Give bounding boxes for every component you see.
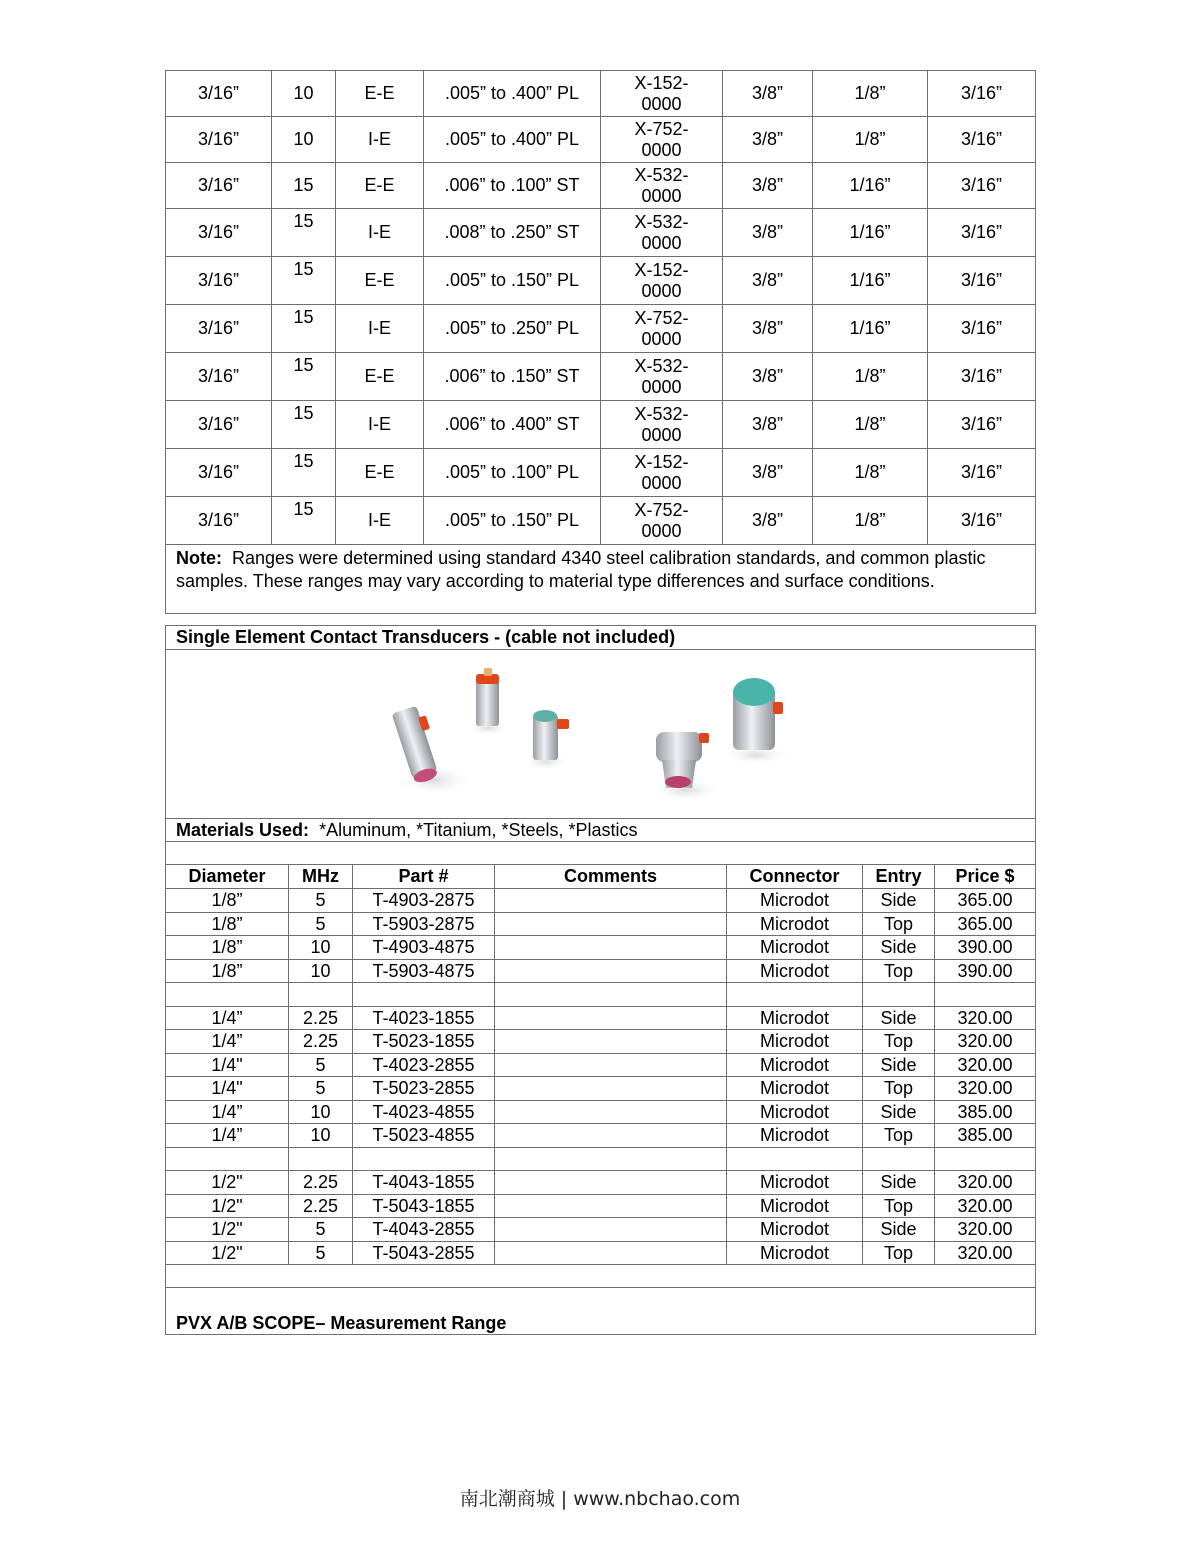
price-cell: 385.00 <box>935 1100 1036 1124</box>
part-cell: T-5043-2855 <box>353 1241 495 1265</box>
empty-cell <box>727 983 863 1007</box>
entry-cell: Top <box>863 1241 935 1265</box>
size-cell: 3/8” <box>723 117 813 163</box>
mhz-cell: 10 <box>289 936 353 960</box>
header-price: Price $ <box>935 865 1036 889</box>
range-cell: .005” to .250” PL <box>424 305 601 353</box>
part-cell <box>601 209 723 257</box>
diameter-cell: 1/2" <box>166 1194 289 1218</box>
range-cell: .005” to .400” PL <box>424 71 601 117</box>
comments-cell <box>495 889 727 913</box>
price-cell: 320.00 <box>935 1194 1036 1218</box>
connector-cell: Microdot <box>727 1218 863 1242</box>
comments-cell <box>495 1030 727 1054</box>
mhz-cell: 15 <box>272 353 336 401</box>
part-cell: T-5023-1855 <box>353 1030 495 1054</box>
size-cell: 3/16” <box>928 71 1036 117</box>
mhz-cell: 5 <box>289 1053 353 1077</box>
size-cell: 3/16” <box>928 257 1036 305</box>
header-entry: Entry <box>863 865 935 889</box>
diameter-cell: 1/4” <box>166 1124 289 1148</box>
table-row <box>166 401 1036 449</box>
table-row <box>166 1124 1036 1148</box>
site-footer-watermark: 南北潮商城 | www.nbchao.com <box>459 1488 741 1510</box>
connector-cell: Microdot <box>727 912 863 936</box>
size-cell: 1/8” <box>813 117 928 163</box>
diameter-cell: 3/16” <box>166 163 272 209</box>
mhz-cell: 10 <box>272 117 336 163</box>
price-cell: 320.00 <box>935 1006 1036 1030</box>
comments-cell <box>495 1171 727 1195</box>
diameter-cell: 1/8” <box>166 936 289 960</box>
size-cell: 1/8” <box>813 71 928 117</box>
comments-cell <box>495 1100 727 1124</box>
empty-cell <box>289 983 353 1007</box>
mhz-cell: 15 <box>272 257 336 305</box>
table-row <box>166 1006 1036 1030</box>
part-cell: T-5023-2855 <box>353 1077 495 1101</box>
size-cell: 3/16” <box>928 401 1036 449</box>
empty-separator-row <box>166 1147 1036 1171</box>
part-cell: T-5903-2875 <box>353 912 495 936</box>
part-cell <box>601 117 723 163</box>
range-cell: .005” to .100” PL <box>424 449 601 497</box>
range-cell: .006” to .100” ST <box>424 163 601 209</box>
column-header-row <box>166 865 1036 889</box>
size-cell: 3/8” <box>723 71 813 117</box>
header-part: Part # <box>353 865 495 889</box>
part-number-line2: 0000 <box>641 376 682 397</box>
price-cell: 320.00 <box>935 1241 1036 1265</box>
comments-cell <box>495 959 727 983</box>
diameter-cell: 1/4" <box>166 1077 289 1101</box>
table-row <box>166 1053 1036 1077</box>
entry-cell: Side <box>863 1218 935 1242</box>
part-cell: T-4023-2855 <box>353 1053 495 1077</box>
table-row <box>166 1077 1036 1101</box>
part-number-line2: 0000 <box>641 328 682 349</box>
empty-cell <box>166 983 289 1007</box>
size-cell: 3/16” <box>928 117 1036 163</box>
table-row <box>166 936 1036 960</box>
entry-cell: Side <box>863 1171 935 1195</box>
range-cell: .005” to .150” PL <box>424 257 601 305</box>
size-cell: 3/8” <box>723 163 813 209</box>
connector-cell: Microdot <box>727 1006 863 1030</box>
part-number-line1: X-532- <box>634 164 689 185</box>
comments-cell <box>495 1006 727 1030</box>
connector-cell: Microdot <box>727 1030 863 1054</box>
part-cell: T-5043-1855 <box>353 1194 495 1218</box>
part-number-line1: X-532- <box>634 403 689 424</box>
table-row <box>166 71 1036 117</box>
table-row <box>166 1171 1036 1195</box>
diameter-cell: 1/2" <box>166 1241 289 1265</box>
diameter-cell: 1/4” <box>166 1030 289 1054</box>
table-row <box>166 305 1036 353</box>
table-row <box>166 163 1036 209</box>
price-cell: 320.00 <box>935 1030 1036 1054</box>
part-cell <box>601 163 723 209</box>
table-row <box>166 912 1036 936</box>
mhz-cell: 5 <box>289 1077 353 1101</box>
connector-cell: Microdot <box>727 1194 863 1218</box>
spacer-row <box>166 1265 1036 1288</box>
part-number-line2: 0000 <box>641 472 682 493</box>
empty-cell <box>935 983 1036 1007</box>
part-number-line1: X-532- <box>634 211 689 232</box>
type-cell: E-E <box>336 163 424 209</box>
entry-cell: Side <box>863 889 935 913</box>
type-cell: E-E <box>336 353 424 401</box>
part-cell: T-4043-2855 <box>353 1218 495 1242</box>
diameter-cell: 1/8” <box>166 959 289 983</box>
size-cell: 3/16” <box>928 209 1036 257</box>
part-number-line2: 0000 <box>641 232 682 253</box>
connector-cell: Microdot <box>727 1124 863 1148</box>
part-number-line1: X-152- <box>634 451 689 472</box>
comments-cell <box>495 1053 727 1077</box>
diameter-cell: 1/2" <box>166 1218 289 1242</box>
empty-cell <box>289 1147 353 1171</box>
size-cell: 3/8” <box>723 497 813 545</box>
mhz-cell: 5 <box>289 1241 353 1265</box>
size-cell: 3/16” <box>928 497 1036 545</box>
entry-cell: Top <box>863 1077 935 1101</box>
transducers-image-icon <box>166 650 1034 818</box>
empty-cell <box>495 983 727 1007</box>
price-cell: 320.00 <box>935 1077 1036 1101</box>
header-diameter: Diameter <box>166 865 289 889</box>
transducers-photo <box>166 650 1035 818</box>
type-cell: E-E <box>336 257 424 305</box>
price-cell: 365.00 <box>935 912 1036 936</box>
diameter-cell: 3/16” <box>166 117 272 163</box>
mhz-cell: 10 <box>289 959 353 983</box>
entry-cell: Top <box>863 1030 935 1054</box>
part-cell <box>601 305 723 353</box>
header-comments: Comments <box>495 865 727 889</box>
part-number-line2: 0000 <box>641 520 682 541</box>
part-number-line2: 0000 <box>641 185 682 206</box>
type-cell: I-E <box>336 497 424 545</box>
part-number-line1: X-752- <box>634 307 689 328</box>
size-cell: 3/16” <box>928 353 1036 401</box>
part-number-line2: 0000 <box>641 93 682 114</box>
table-row <box>166 1194 1036 1218</box>
size-cell: 1/16” <box>813 305 928 353</box>
table-row <box>166 117 1036 163</box>
table-row <box>166 497 1036 545</box>
size-cell: 3/16” <box>928 163 1036 209</box>
mhz-cell: 2.25 <box>289 1006 353 1030</box>
mhz-cell: 5 <box>289 889 353 913</box>
diameter-cell: 3/16” <box>166 449 272 497</box>
price-cell: 390.00 <box>935 959 1036 983</box>
size-cell: 3/8” <box>723 209 813 257</box>
diameter-cell: 1/8” <box>166 912 289 936</box>
connector-cell: Microdot <box>727 1053 863 1077</box>
table-row <box>166 1030 1036 1054</box>
part-cell: T-4023-1855 <box>353 1006 495 1030</box>
diameter-cell: 3/16” <box>166 71 272 117</box>
diameter-cell: 1/8” <box>166 889 289 913</box>
diameter-cell: 1/4” <box>166 1006 289 1030</box>
part-cell: T-4023-4855 <box>353 1100 495 1124</box>
price-cell: 385.00 <box>935 1124 1036 1148</box>
comments-cell <box>495 1194 727 1218</box>
diameter-cell: 3/16” <box>166 209 272 257</box>
part-number-line1: X-752- <box>634 499 689 520</box>
section-title: Single Element Contact Transducers - (cable not included) <box>166 626 1036 650</box>
part-cell <box>601 497 723 545</box>
part-cell: T-4043-1855 <box>353 1171 495 1195</box>
part-number-line2: 0000 <box>641 139 682 160</box>
mhz-cell: 15 <box>272 209 336 257</box>
note-text: Ranges were determined using standard 4340 steel calibration standards, and common plastic samples. These ranges may vary according to material type differences and surface conditions. <box>176 548 986 591</box>
table-row <box>166 353 1036 401</box>
part-number-line2: 0000 <box>641 280 682 301</box>
connector-cell: Microdot <box>727 1241 863 1265</box>
connector-cell: Microdot <box>727 959 863 983</box>
entry-cell: Top <box>863 912 935 936</box>
empty-cell <box>353 983 495 1007</box>
part-number-line1: X-532- <box>634 355 689 376</box>
type-cell: I-E <box>336 117 424 163</box>
part-number-line1: X-152- <box>634 259 689 280</box>
range-cell: .006” to .150” ST <box>424 353 601 401</box>
part-cell <box>601 257 723 305</box>
part-cell <box>601 401 723 449</box>
materials-used <box>166 819 1036 842</box>
part-number-line1: X-152- <box>634 72 689 93</box>
empty-cell <box>495 1147 727 1171</box>
diameter-cell: 3/16” <box>166 305 272 353</box>
comments-cell <box>495 1124 727 1148</box>
entry-cell: Top <box>863 959 935 983</box>
range-cell: .006” to .400” ST <box>424 401 601 449</box>
type-cell: I-E <box>336 305 424 353</box>
size-cell: 1/16” <box>813 257 928 305</box>
product-photo-cell <box>166 650 1036 819</box>
entry-cell: Side <box>863 936 935 960</box>
part-cell: T-5023-4855 <box>353 1124 495 1148</box>
size-cell: 1/8” <box>813 401 928 449</box>
entry-cell: Side <box>863 1100 935 1124</box>
part-cell <box>601 449 723 497</box>
size-cell: 1/8” <box>813 497 928 545</box>
part-number-line1: X-752- <box>634 118 689 139</box>
size-cell: 3/8” <box>723 353 813 401</box>
diameter-cell: 1/4” <box>166 1100 289 1124</box>
empty-cell <box>727 1147 863 1171</box>
empty-cell <box>863 983 935 1007</box>
connector-cell: Microdot <box>727 1100 863 1124</box>
empty-cell <box>353 1147 495 1171</box>
part-cell <box>601 71 723 117</box>
table-row <box>166 889 1036 913</box>
diameter-cell: 3/16” <box>166 257 272 305</box>
table-row <box>166 959 1036 983</box>
range-cell: .005” to .150” PL <box>424 497 601 545</box>
mhz-cell: 10 <box>272 71 336 117</box>
connector-cell: Microdot <box>727 936 863 960</box>
entry-cell: Side <box>863 1006 935 1030</box>
comments-cell <box>495 1218 727 1242</box>
entry-cell: Top <box>863 1124 935 1148</box>
mhz-cell: 2.25 <box>289 1194 353 1218</box>
table-row <box>166 209 1036 257</box>
table-row <box>166 449 1036 497</box>
connector-cell: Microdot <box>727 889 863 913</box>
empty-cell <box>863 1147 935 1171</box>
measurement-range-table <box>165 70 1036 614</box>
price-cell: 390.00 <box>935 936 1036 960</box>
size-cell: 3/8” <box>723 449 813 497</box>
table-row <box>166 257 1036 305</box>
single-element-transducer-table <box>165 625 1036 1335</box>
price-cell: 320.00 <box>935 1218 1036 1242</box>
mhz-cell: 5 <box>289 1218 353 1242</box>
price-cell: 320.00 <box>935 1053 1036 1077</box>
connector-cell: Microdot <box>727 1077 863 1101</box>
mhz-cell: 5 <box>289 912 353 936</box>
empty-cell <box>166 1147 289 1171</box>
diameter-cell: 3/16” <box>166 401 272 449</box>
connector-cell: Microdot <box>727 1171 863 1195</box>
mhz-cell: 2.25 <box>289 1171 353 1195</box>
entry-cell: Side <box>863 1053 935 1077</box>
mhz-cell: 15 <box>272 497 336 545</box>
part-cell <box>601 353 723 401</box>
range-cell: .005” to .400” PL <box>424 117 601 163</box>
mhz-cell: 15 <box>272 163 336 209</box>
materials-text: *Aluminum, *Titanium, *Steels, *Plastics <box>319 819 638 840</box>
type-cell: E-E <box>336 449 424 497</box>
size-cell: 1/16” <box>813 209 928 257</box>
entry-cell: Top <box>863 1194 935 1218</box>
mhz-cell: 10 <box>289 1100 353 1124</box>
mhz-cell: 10 <box>289 1124 353 1148</box>
size-cell: 1/8” <box>813 353 928 401</box>
materials-label: Materials Used: <box>176 819 310 840</box>
mhz-cell: 15 <box>272 305 336 353</box>
note-label: Note: <box>176 548 222 568</box>
size-cell: 3/16” <box>928 449 1036 497</box>
size-cell: 3/8” <box>723 401 813 449</box>
price-cell: 320.00 <box>935 1171 1036 1195</box>
size-cell: 3/16” <box>928 305 1036 353</box>
mhz-cell: 2.25 <box>289 1030 353 1054</box>
size-cell: 1/16” <box>813 163 928 209</box>
diameter-cell: 3/16” <box>166 353 272 401</box>
type-cell: E-E <box>336 71 424 117</box>
size-cell: 1/8” <box>813 449 928 497</box>
diameter-cell: 1/4" <box>166 1053 289 1077</box>
type-cell: I-E <box>336 209 424 257</box>
part-cell: T-4903-2875 <box>353 889 495 913</box>
part-cell: T-4903-4875 <box>353 936 495 960</box>
diameter-cell: 1/2" <box>166 1171 289 1195</box>
comments-cell <box>495 912 727 936</box>
mhz-cell: 15 <box>272 401 336 449</box>
header-connector: Connector <box>727 865 863 889</box>
range-cell: .008” to .250” ST <box>424 209 601 257</box>
comments-cell <box>495 1241 727 1265</box>
diameter-cell: 3/16” <box>166 497 272 545</box>
spacer-row <box>166 842 1036 865</box>
header-mhz: MHz <box>289 865 353 889</box>
part-cell: T-5903-4875 <box>353 959 495 983</box>
comments-cell <box>495 1077 727 1101</box>
next-section-title: PVX A/B SCOPE– Measurement Range <box>166 1288 1036 1335</box>
comments-cell <box>495 936 727 960</box>
table-row <box>166 1100 1036 1124</box>
mhz-cell: 15 <box>272 449 336 497</box>
size-cell: 3/8” <box>723 305 813 353</box>
calibration-note <box>166 545 1036 614</box>
table-row <box>166 1218 1036 1242</box>
part-number-line2: 0000 <box>641 424 682 445</box>
type-cell: I-E <box>336 401 424 449</box>
empty-separator-row <box>166 983 1036 1007</box>
price-cell: 365.00 <box>935 889 1036 913</box>
empty-cell <box>935 1147 1036 1171</box>
table-row <box>166 1241 1036 1265</box>
size-cell: 3/8” <box>723 257 813 305</box>
